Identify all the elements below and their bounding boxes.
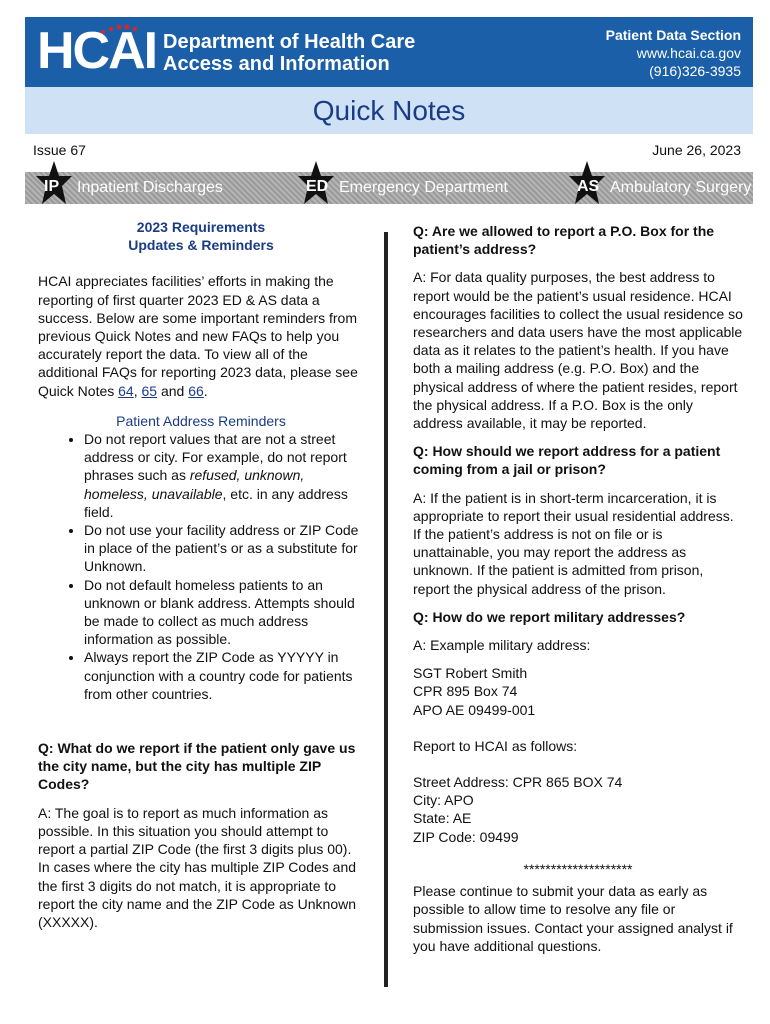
issue-number: Issue 67 [33,142,86,158]
answer-jail: A: If the patient is in short-term incarceration, it is appropriate to report their usual residential address. If the patient’s address is not on file or is unattainable, you may report the address as unknown. If the patient is admitted from prison, report the physical address of the prison. [413,489,734,597]
address-line: SGT Robert Smith [413,665,528,682]
sep: and [157,382,189,399]
website: www.hcai.ca.gov [636,45,741,61]
bullet-emphasis: refused, unknown, homeless, unavailable [84,467,305,502]
city-line: City: APO [413,792,474,809]
heading-line1: 2023 Requirements [136,219,266,235]
state-line: State: AE [413,810,472,827]
address-line: CPR 895 Box 74 [413,683,518,700]
reminder-list [38,430,364,703]
link-quick-notes-66[interactable]: 66 [188,382,204,399]
question-jail: Q: How should we report address for a patient coming from a jail or prison? [413,443,721,478]
department-name [163,31,415,75]
closing-paragraph: Please continue to submit your data as early as possible to allow time to resolve any file or submission issues. Contact your assigned analyst if you have additional questions. [413,883,733,954]
meta-row [33,142,741,162]
example-address [413,664,743,719]
list-item: • Always report the ZIP Code as YYYYY in conjunction with a country code for patients from other countries. [84,648,364,703]
list-item [84,430,364,521]
intro-paragraph [38,272,364,399]
subheading: Patient Address Reminders [116,412,286,429]
tab-label: Ambulatory Surgery [610,179,752,196]
tab-abbr: IP [44,178,60,195]
list-item: • Do not use your facility address or ZIP Code in place of the patient’s or as a substitute for Unknown. [84,521,364,576]
address-line: APO AE 09499-001 [413,701,536,718]
page-title: Quick Notes [312,95,466,126]
intro-text: HCAI appreciates facilities’ efforts in making the reporting of first quarter 2023 ED & AS data a success. Below are some important reminders from previous Quick Notes and new FAQs to help you accurately report the data. To view all of the additional FAQs for reporting 2023 data, please see Quick Notes [38,273,358,399]
zip-line: ZIP Code: 09499 [413,828,519,845]
right-column [413,218,743,955]
logo-text: HCAI [37,22,157,80]
dept-line2: Access and Information [163,53,390,75]
bullet-text: , etc. in any address field. [84,485,348,520]
question-zip: Q: What do we report if the patient only gave us the city name, but the city has multiple ZIP Codes? [38,740,356,793]
contact-info [606,26,741,80]
header-banner [25,17,753,87]
question-military: Q: How do we report military addresses? [413,608,686,625]
reported-address [413,773,743,846]
left-column [38,218,364,931]
title-bar [25,87,753,134]
section-name: Patient Data Section [605,27,741,43]
link-quick-notes-65[interactable]: 65 [141,382,158,399]
tab-label: Inpatient Discharges [77,179,223,196]
sep: , [133,382,142,399]
phone: (916)326-3935 [649,63,741,79]
list-item: • Do not default homeless patients to an unknown or blank address. Attempts should be made to collect as much address information as possible. [84,576,364,649]
report-label: Report to HCAI as follows: [413,737,578,754]
column-divider [384,232,388,987]
tab-label: Emergency Department [339,179,508,196]
bullet-text: Do not report values that are not a street address or city. For example, do not report phrases such as [84,431,347,484]
separator-stars: ******************** [523,860,633,877]
answer-po-box: A: For data quality purposes, the best address to report would be the patient’s usual residence. HCAI encourages facilities to collect the usual residence so researchers and data users have the most applicable data as it relates to the patient’s health. If you have both a mailing address (e.g. P.O. Box) and the physical address of where the patient resides, report the physical address. If a P.O. Box is the only address available, it may be reported. [413,269,743,432]
section-heading [38,218,364,254]
dept-line1: Department of Health Care [163,31,416,53]
answer-zip: A: The goal is to report as much information as possible. In this situation you should attempt to report a partial ZIP Code (the first 3 digits plus 00). In cases where the city has multiple ZIP Codes and the first 3 digits do not match, it is appropriate to report the city name and the ZIP Code as Unknown (XXXXX). [38,804,357,930]
issue-date: June 26, 2023 [652,142,741,158]
answer-military: A: Example military address: [413,637,591,654]
category-strip [25,172,753,204]
question-po-box: Q: Are we allowed to report a P.O. Box for the patient’s address? [413,223,715,258]
sep: . [203,382,208,399]
link-quick-notes-64[interactable]: 64 [118,382,134,399]
street-line: Street Address: CPR 865 BOX 74 [413,774,623,791]
heading-line2: Updates & Reminders [128,237,274,254]
tab-abbr: AS [577,178,600,195]
tab-abbr: ED [306,178,329,195]
